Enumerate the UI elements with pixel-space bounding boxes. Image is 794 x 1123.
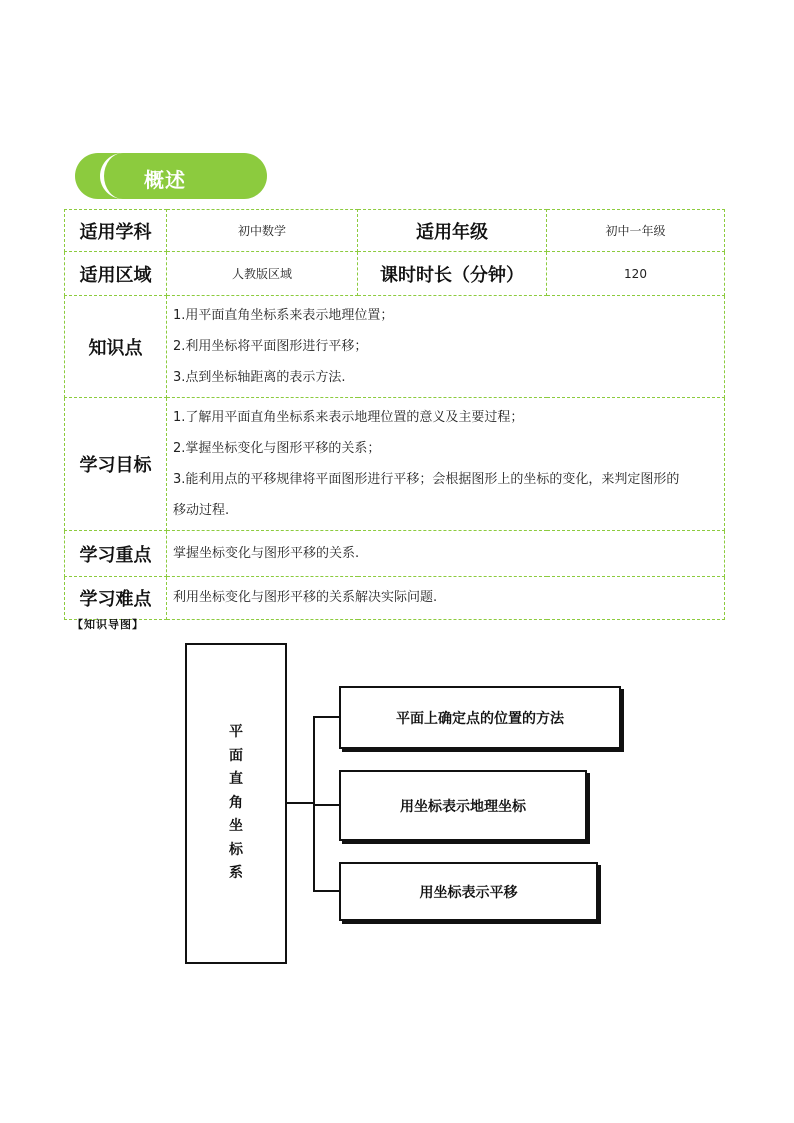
knowledge-item: 1.用平面直角坐标系来表示地理位置； [173,308,394,323]
table-row [65,531,725,577]
mindmap-node: 用坐标表示地理坐标 [339,770,587,841]
focus-value: 掌握坐标变化与图形平移的关系. [173,545,360,561]
grade-label: 适用年级 [358,210,547,252]
connector-trunk [287,802,314,804]
knowledge-item: 2.利用坐标将平面图形进行平移； [173,339,368,354]
region-value: 人教版区域 [167,252,358,296]
goals-content [167,398,725,531]
goal-item: 3.能利用点的平移规律将平面图形进行平移；会根据图形上的坐标的变化，来判定图形的 [173,472,680,487]
subject-value: 初中数学 [167,210,358,252]
table-row [65,210,725,252]
goal-item: 1.了解用平面直角坐标系来表示地理位置的意义及主要过程； [173,410,524,425]
knowledge-map-caption: 【知识导图】 [72,618,144,631]
connector-branch [313,804,340,806]
table-row [65,398,725,531]
goals-label: 学习目标 [65,398,167,531]
root-char: 坐 [229,818,243,834]
difficulty-content [167,577,725,620]
overview-title: 概述 [144,168,186,192]
knowledge-item: 3.点到坐标轴距离的表示方法. [173,370,346,385]
goal-item: 移动过程. [173,503,230,518]
mindmap-node: 用坐标表示平移 [339,862,598,921]
mindmap-node: 平面上确定点的位置的方法 [339,686,621,749]
knowledge-label: 知识点 [65,296,167,398]
root-char: 平 [229,724,243,740]
root-char: 面 [229,747,243,764]
table-row [65,296,725,398]
duration-value: 120 [547,252,725,296]
root-char: 系 [229,865,243,881]
difficulty-value: 利用坐标变化与图形平移的关系解决实际问题. [173,590,438,605]
focus-content [167,531,725,577]
root-char: 角 [229,794,243,811]
mindmap-root [185,643,287,964]
goal-item: 2.掌握坐标变化与图形平移的关系； [173,441,381,456]
subject-label: 适用学科 [65,210,167,252]
focus-label: 学习重点 [65,531,167,577]
region-label: 适用区域 [65,252,167,296]
difficulty-label: 学习难点 [65,577,167,620]
root-char: 直 [229,771,243,787]
grade-value: 初中一年级 [547,210,725,252]
course-info-table [64,209,725,620]
knowledge-content [167,296,725,398]
connector-branch [313,716,340,718]
table-row [65,577,725,620]
duration-label: 课时时长（分钟） [358,252,547,296]
mindmap-root-label [187,721,285,886]
root-char: 标 [229,841,243,858]
connector-branch [313,890,340,892]
table-row [65,252,725,296]
